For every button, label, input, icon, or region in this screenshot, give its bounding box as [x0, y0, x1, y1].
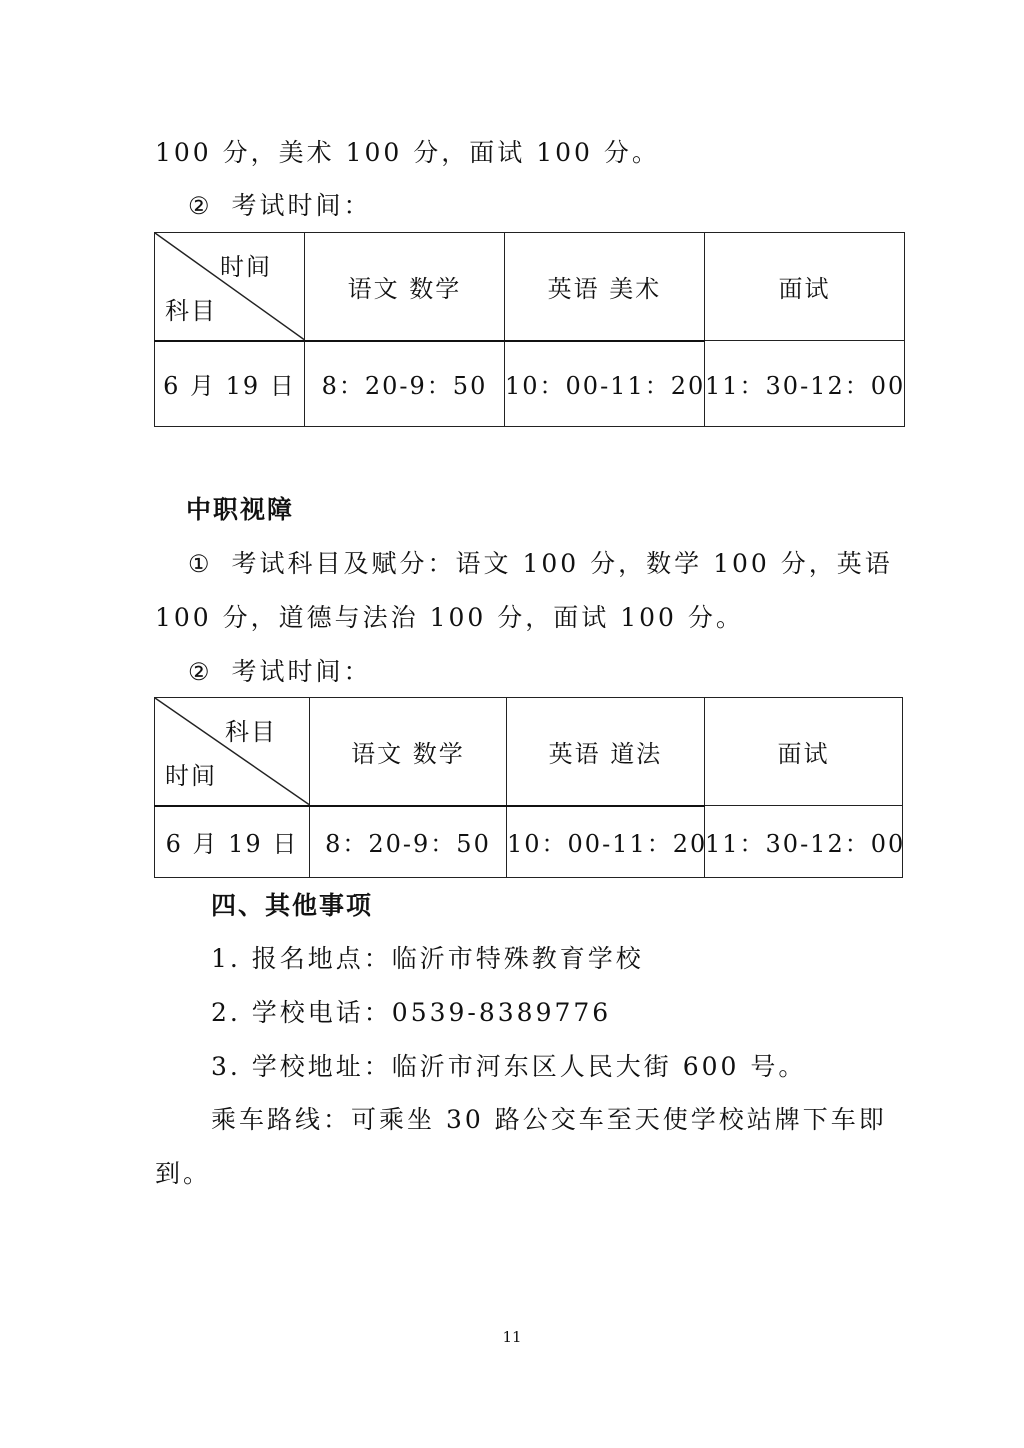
- school-phone: 2. 学校电话：0539-8389776: [211, 998, 612, 1027]
- paragraph-continuation: 100 分，美术 100 分，面试 100 分。: [155, 138, 660, 167]
- time-cell: 8：20-9：50: [305, 341, 505, 427]
- registration-location: 1. 报名地点：临沂市特殊教育学校: [211, 944, 644, 973]
- exam-time-heading-1: [188, 193, 372, 218]
- bus-route: 乘车路线：可乘坐 30 路公交车至天使学校站牌下车即: [211, 1105, 887, 1134]
- header-cell: 英语 道法: [507, 698, 705, 806]
- header-cell: 语文 数学: [305, 233, 505, 341]
- diagonal-top-label: 时间: [220, 253, 272, 281]
- diagonal-top-label: 科目: [225, 718, 277, 746]
- time-cell: 10：00-11：20: [507, 806, 705, 878]
- circled-number-1: ①: [188, 550, 210, 578]
- header-cell: 语文 数学: [310, 698, 507, 806]
- table-header-row: [155, 698, 903, 806]
- section-title-vocational: 中职视障: [186, 495, 295, 524]
- exam-subjects-line: [188, 551, 893, 576]
- exam-time-label: 考试时间：: [231, 657, 372, 686]
- circled-number-2: ②: [188, 658, 210, 686]
- table-row: [155, 341, 905, 427]
- date-cell: 6 月 19 日: [155, 806, 310, 878]
- circled-number-2: ②: [188, 192, 210, 220]
- exam-subjects-continuation: 100 分，道德与法治 100 分，面试 100 分。: [155, 603, 744, 632]
- date-cell: 6 月 19 日: [155, 341, 305, 427]
- exam-time-heading-2: [188, 659, 372, 684]
- exam-time-label: 考试时间：: [231, 191, 372, 220]
- section-title-other: 四、其他事项: [211, 891, 374, 920]
- bus-route-continuation: 到。: [155, 1159, 212, 1188]
- exam-subjects-text: 考试科目及赋分：语文 100 分，数学 100 分，英语: [231, 549, 893, 578]
- exam-schedule-table-2: [154, 697, 906, 878]
- header-cell: 面试: [705, 233, 905, 341]
- header-cell: 英语 美术: [505, 233, 705, 341]
- school-address: 3. 学校地址：临沂市河东区人民大街 600 号。: [211, 1052, 807, 1081]
- table-header-row: [155, 233, 905, 341]
- diagonal-header-cell: [155, 233, 305, 341]
- table-row: [155, 806, 903, 878]
- time-cell: 8：20-9：50: [310, 806, 507, 878]
- diagonal-header-cell: [155, 698, 310, 806]
- time-cell: 11：30-12：00: [705, 341, 905, 427]
- time-cell: 10：00-11：20: [505, 341, 705, 427]
- time-cell: 11：30-12：00: [705, 806, 903, 878]
- diagonal-bottom-label: 科目: [165, 296, 217, 325]
- page-number: 11: [502, 1328, 522, 1346]
- diagonal-bottom-label: 时间: [165, 761, 217, 790]
- exam-schedule-table-1: [154, 232, 905, 427]
- header-cell: 面试: [705, 698, 903, 806]
